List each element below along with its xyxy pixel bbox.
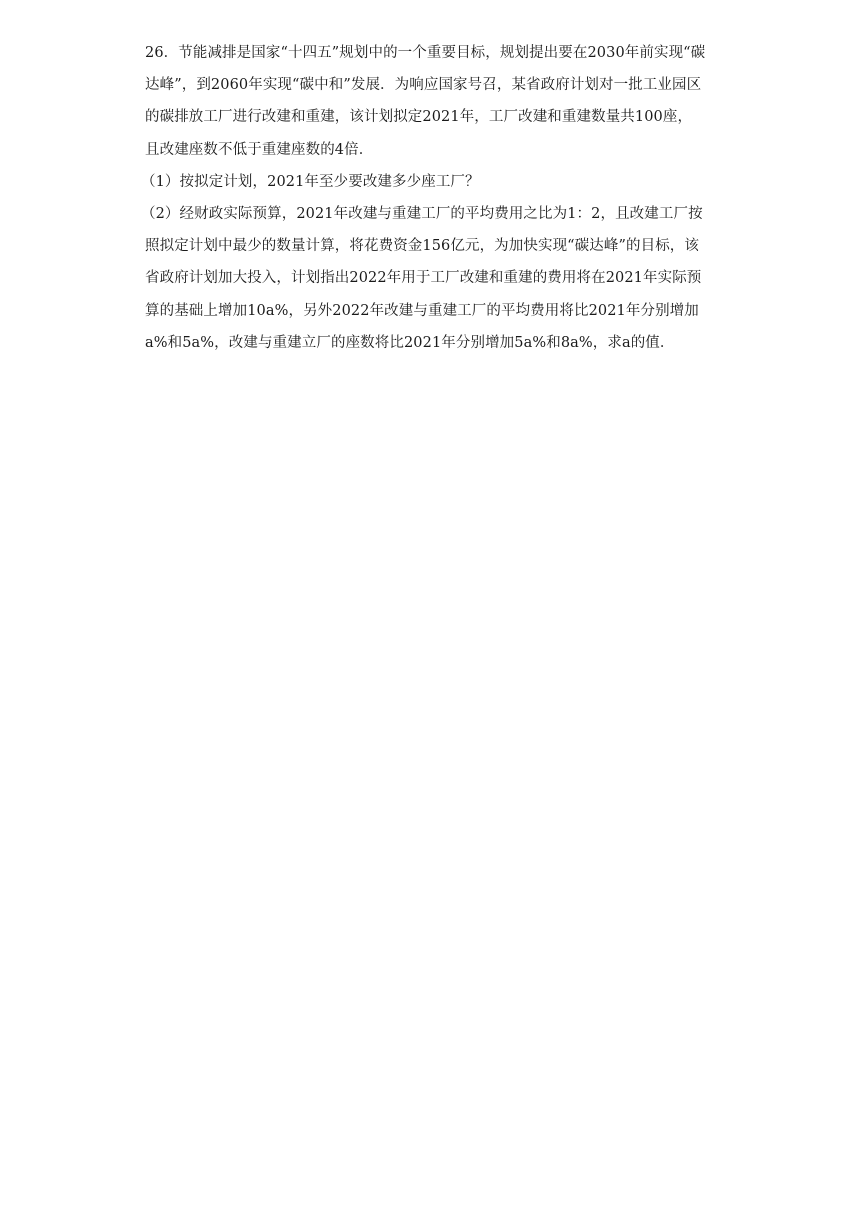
question-part-2-line-1: （2）经财政实际预算，2021年改建与重建工厂的平均费用之比为1：2，且改建工厂按	[141, 205, 703, 222]
question-part-2-line-3: 省政府计划加大投入，计划指出2022年用于工厂改建和重建的费用将在2021年实际预	[145, 270, 702, 287]
question-intro-line-2: 达峰”，到2060年实现“碳中和”发展．为响应国家号召，某省政府计划对一批工业园区	[145, 77, 702, 94]
question-part-2-line-5: a%和5a%，改建与重建立厂的座数将比2021年分别增加5a%和8a%，求a的值．	[145, 334, 675, 351]
question-block	[141, 37, 725, 359]
question-intro-line-4: 且改建座数不低于重建座数的4倍．	[145, 141, 374, 158]
question-intro-line-3: 的碳排放工厂进行改建和重建，该计划拟定2021年，工厂改建和重建数量共100座，	[145, 109, 693, 126]
question-intro-line-1: 26．节能减排是国家“十四五”规划中的一个重要目标，规划提出要在2030年前实现“碳	[145, 45, 706, 61]
question-part-1: （1）按拟定计划，2021年至少要改建多少座工厂？	[141, 173, 480, 190]
question-part-2-line-4: 算的基础上增加10a%，另外2022年改建与重建工厂的平均费用将比2021年分别增加	[145, 302, 699, 319]
question-part-2-line-2: 照拟定计划中最少的数量计算，将花费资金156亿元，为加快实现“碳达峰”的目标，该	[145, 238, 699, 255]
